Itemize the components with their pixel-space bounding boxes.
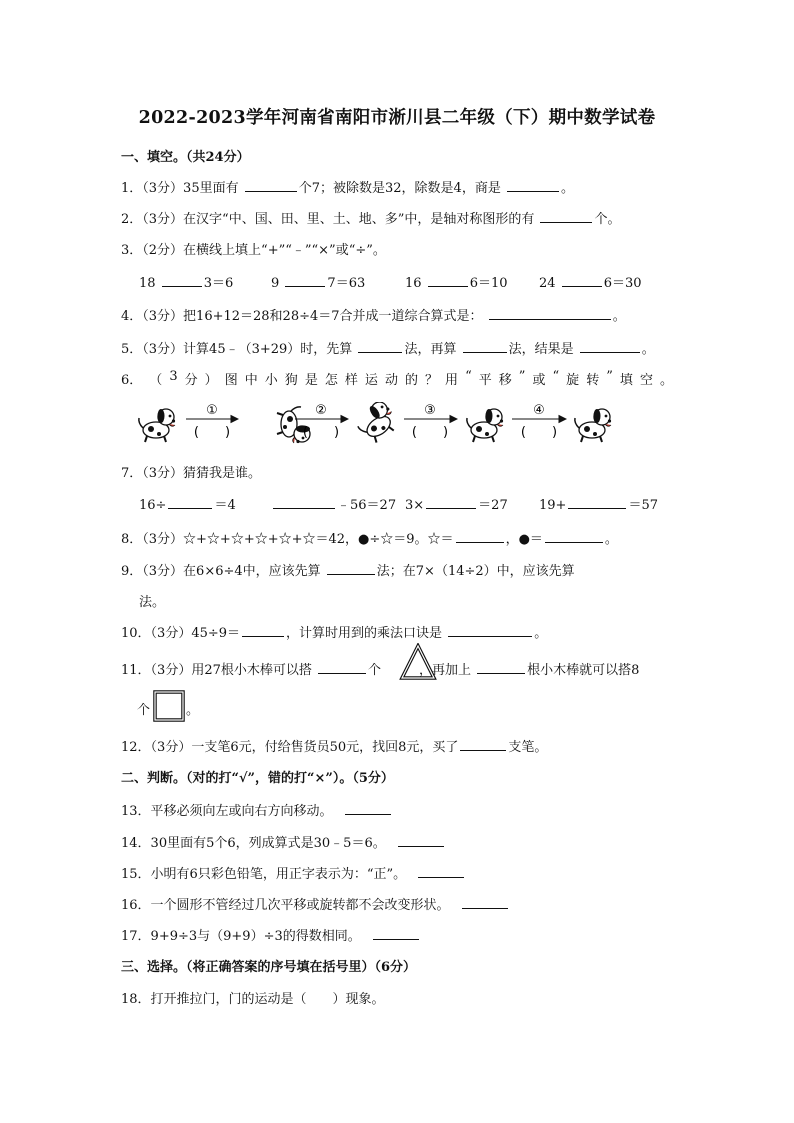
step-number: ③ [424,403,436,418]
q10-text-a: 10．（3分）45÷9＝ [121,626,241,641]
answer-blank[interactable] [168,496,212,509]
question-10 [121,622,547,641]
answer-blank[interactable] [580,340,640,353]
q3-item [405,272,508,291]
question-18: 18．打开推拉门，门的运动是（ ）现象。 [121,992,385,1007]
q6-char: ？ [425,373,439,388]
q10-text-b: ，计算时用到的乘法口诀是 [286,626,443,641]
q6-char: 用 [445,373,459,388]
q7-item [405,494,508,513]
answer-blank[interactable] [540,210,592,223]
square-sticks-icon [152,689,186,723]
answer-blank[interactable] [428,274,468,287]
q3-item-left: 9 [271,276,280,291]
q11-text-d: 根小木棒就可以搭8 [527,663,640,678]
question-6 [121,369,673,388]
q3-item-left: 16 [405,276,422,291]
q12-text-a: 12．（3分）一支笔6元，付给售货员50元，找回8元，买了 [121,740,459,755]
answer-blank[interactable] [463,340,507,353]
answer-blank[interactable] [477,661,525,674]
answer-paren[interactable]: ( ) [193,425,231,440]
q7-item-left: 16÷ [139,498,167,513]
q6-char: 分 [184,373,198,388]
answer-blank[interactable] [162,274,202,287]
q5-text-b: 法，再算 [404,342,457,357]
question-7: 7．（3分）猜猜我是谁。 [121,466,262,481]
q7-item [539,494,658,513]
answer-blank[interactable] [373,927,419,940]
q6-char: 平 [478,373,492,388]
answer-blank[interactable] [507,179,559,192]
q12-text-b: 支笔。 [508,740,548,755]
q15-text: 15．小明有6只彩色铅笔，用正字表示为：“正”。 [121,867,407,882]
question-14 [121,832,446,851]
step-number: ① [206,403,218,418]
step-number: ② [315,403,327,418]
answer-paren[interactable]: ( ) [520,425,558,440]
q9-text-b: 法；在7×（14÷2）中，应该先算 [376,564,575,579]
q3-item [539,272,642,291]
answer-blank[interactable] [358,340,402,353]
q14-text: 14．30里面有5个6，列成算式是30﹣5＝6。 [121,836,386,851]
answer-blank[interactable] [460,738,506,751]
question-2 [121,208,621,227]
q8-text-b: ，●＝ [505,532,543,547]
question-13 [121,800,393,819]
section-fill-in: 一、填空。（共24分） [121,150,250,165]
q9-continuation: 法。 [139,595,166,610]
page-title: 2022-2023学年河南省南阳市淅川县二年级（下）期中数学试卷 [138,108,656,128]
answer-blank[interactable] [245,179,297,192]
q3-item [271,272,365,291]
answer-blank[interactable] [568,496,626,509]
dog-icon [467,409,503,442]
q3-item-right: 6＝30 [603,276,642,291]
q6-char: 动 [384,373,398,388]
answer-blank[interactable] [327,562,375,575]
q6-char: 图 [224,373,238,388]
answer-blank[interactable] [418,865,464,878]
q3-item-right: 3＝6 [203,276,234,291]
answer-blank[interactable] [456,530,504,543]
q5-text-d: 。 [641,342,655,357]
q6-char: 移 [498,373,512,388]
q6-char: 。 [659,373,673,388]
q6-char: 怎 [324,373,338,388]
q4-text-a: 4．（3分）把16+12＝28和28÷4＝7合并成一道综合算式是： [121,309,483,324]
answer-blank[interactable] [448,624,532,637]
question-4 [121,305,626,324]
q7-item-right: ＝4 [214,498,236,513]
question-16 [121,894,510,913]
q6-char: 狗 [284,373,298,388]
question-11 [121,659,639,678]
answer-blank[interactable] [345,802,391,815]
q2-text-b: 个。 [594,212,621,227]
question-3: 3．（2分）在横线上填上“+”“﹣”“×”或“÷”。 [121,243,386,258]
section-true-false: 二、判断。（对的打“√”，错的打“×”）。（5分） [121,771,394,786]
q3-item-left: 24 [539,276,556,291]
answer-blank[interactable] [273,496,335,509]
answer-blank[interactable] [545,530,603,543]
q6-char: 运 [364,373,378,388]
q1-text-b: 个7；被除数是32，除数是4，商是 [298,181,501,196]
q17-text: 17．9+9÷3与（9+9）÷3的得数相同。 [121,929,361,944]
q11-text-a: 11．（3分）用27根小木棒可以搭 [121,663,312,678]
q3-item-right: 6＝10 [469,276,508,291]
q6-char: 旋 [566,373,580,388]
q6-char: 样 [344,373,358,388]
q7-item-left: 3× [405,498,425,513]
q8-text-a: 8．（3分）☆+☆+☆+☆+☆+☆＝42，●÷☆＝9。☆＝ [121,532,454,547]
answer-blank[interactable] [398,834,444,847]
q5-text-c: 法，结果是 [508,342,574,357]
question-12 [121,736,547,755]
q11-text-e: 个 [137,703,151,718]
triangle-sticks-icon [399,643,437,683]
q6-char: ” [606,369,613,384]
question-9 [121,560,575,579]
answer-blank[interactable] [562,274,602,287]
q6-char: 的 [404,373,418,388]
q7-item [139,494,236,513]
q6-char: 3 [169,369,178,384]
question-1 [121,177,574,196]
q3-item [139,272,233,291]
answer-blank[interactable] [242,624,284,637]
q2-text-a: 2．（3分）在汉字“中、国、田、里、土、地、多”中，是轴对称图形的有 [121,212,535,227]
dog-icon [353,402,402,446]
q11-text-c: ，再加上 [419,663,472,678]
q3-item-right: 7＝63 [327,276,366,291]
q6-char: 填 [619,373,633,388]
question-17 [121,925,421,944]
answer-blank[interactable] [462,896,508,909]
q4-text-b: 。 [612,309,626,324]
answer-blank[interactable] [318,661,366,674]
q1-text-c: 。 [560,181,574,196]
q8-text-c: 。 [604,532,618,547]
q11-text-b: 个 [368,663,382,678]
q7-item-right: ＝27 [478,498,508,513]
q6-char: （ [149,373,163,388]
question-5 [121,338,655,357]
q10-text-c: 。 [534,626,548,641]
question-8 [121,528,618,547]
answer-paren[interactable]: ( ) [302,425,340,440]
q6-char: 或 [532,373,546,388]
section-choice: 三、选择。（将正确答案的序号填在括号里）（6分） [121,960,417,975]
step-number: ④ [533,403,545,418]
q6-char: 转 [586,373,600,388]
dog-motion-figure [136,402,616,446]
q1-text-a: 1．（3分）35里面有 [121,181,239,196]
q6-char: 小 [264,373,278,388]
q6-char: ） [204,373,218,388]
answer-blank[interactable] [285,274,325,287]
question-15 [121,863,466,882]
q6-char: 中 [244,373,258,388]
q7-item [271,494,396,513]
answer-blank[interactable] [489,307,611,320]
q6-char: 空 [639,373,653,388]
q11-text-f: 。 [186,703,200,718]
q7-item-right: ＝57 [628,498,658,513]
answer-paren[interactable]: ( ) [411,425,449,440]
q6-char: 6． [121,373,143,388]
q5-text-a: 5．（3分）计算45﹣（3+29）时，先算 [121,342,353,357]
q7-item-right: ﹣56＝27 [337,498,397,513]
dog-icon [139,409,175,442]
q3-item-left: 18 [139,276,156,291]
q9-text-a: 9．（3分）在6×6÷4中，应该先算 [121,564,321,579]
q6-char: ” [518,369,526,384]
q7-item-left: 19+ [539,498,567,513]
q6-char: “ [552,369,560,384]
q6-char: “ [465,369,472,384]
q13-text: 13．平移必须向左或向右方向移动。 [121,804,333,819]
dog-icon [575,409,611,442]
q6-char: 是 [304,373,318,388]
answer-blank[interactable] [426,496,476,509]
q16-text: 16．一个圆形不管经过几次平移或旋转都不会改变形状。 [121,898,450,913]
